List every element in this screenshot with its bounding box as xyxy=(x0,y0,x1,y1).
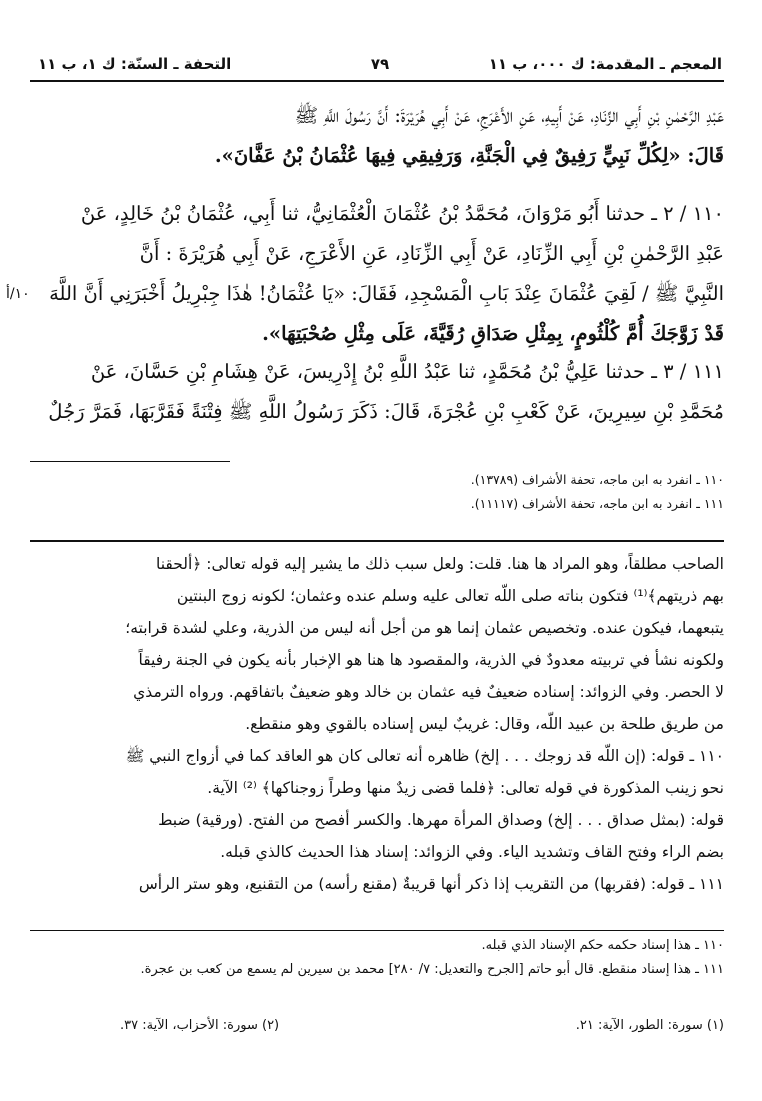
commentary-line: يتبعهما، فيكون عنده. وتخصيص عثمان إنما هو من أجل أنه ليس من الذرية، وعلي لشدة قرابته؛ xyxy=(125,619,724,637)
hadith-line: ١١١ / ٣ ـ حدثنا عَلِيُّ بْنُ مُحَمَّدٍ، ثنا عَبْدُ اللَّهِ بْنُ إِدْرِيسَ، عَنْ هِشَامِ بْنِ حَسَّانَ، عَنْ xyxy=(90,360,724,383)
hadith-line: قَالَ: «لِكُلِّ نَبِيٍّ رَفِيقٌ فِي الْجَنَّةِ، وَرَفِيقِي فِيهَا عُثْمَانُ بْنُ عَفَّانَ». xyxy=(214,144,724,167)
takhrij-rule xyxy=(30,461,230,462)
commentary-line: بضم الراء وفتح القاف وتشديد الياء. وفي الزوائد: إسناد هذا الحديث كالذي قبله. xyxy=(220,843,724,861)
header-right: المعجم ـ المقدمة: ك ٠٠٠، ب ١١ xyxy=(488,55,722,73)
commentary-line: نحو زينب المذكورة في قوله تعالى: ﴿فلما قضى زيدٌ منها وطراً زوجناكها﴾ ⁽²⁾ الآية. xyxy=(207,779,724,797)
commentary-line: لا الحصر. وفي الزوائد: إسناده ضعيفٌ فيه عثمان بن خالد وهو ضعيفٌ باتفاقهم. ورواه الترمذي xyxy=(133,683,724,701)
commentary-line: قوله: (بمثل صداق . . . إلخ) وصداق المرأة مهرها. والكسر أفصح من الفتح. (ورقية) ضبط xyxy=(158,811,724,829)
commentary-line: الصاحب مطلقاً، وهو المراد ها هنا. قلت: ولعل سبب ذلك ما يشير إليه قوله تعالى: ﴿ألحقنا xyxy=(155,555,724,573)
hadith-line: ١١٠ / ٢ ـ حدثنا أَبُو مَرْوَانَ، مُحَمَّدُ بْنُ عُثْمَانَ الْعُثْمَانِيُّ، ثنا أَبِي، عُثْمَانُ بْنُ خَالِدٍ، عَنْ xyxy=(80,202,724,225)
commentary xyxy=(40,548,724,900)
hadith-111 xyxy=(44,352,724,432)
commentary-line: بهم ذريتهم﴾⁽¹⁾ فتكون بناته صلى اللّه تعالى عليه وسلم عنده وعثمان؛ لكونه زوج البنتين xyxy=(176,587,724,605)
hadith-110 xyxy=(44,194,724,354)
footnote: ١١٠ ـ هذا إسناد حكمه حكم الإسناد الذي قبله. xyxy=(481,938,724,953)
hadith-line: عَبْدِ الرَّحْمٰنِ بْنِ أَبِي الزِّنَادِ، عَنْ أَبِيهِ، عَنِ الأَعْرَجِ، عَنْ أَبِي هُرَيْرَةَ: أَنَّ رَسُولَ اللَّهِ ﷺ xyxy=(294,104,724,127)
running-header xyxy=(38,52,722,76)
page-number: ٧٩ xyxy=(370,55,390,73)
hadith-line: قَدْ زَوَّجَكَ أُمَّ كُلْثُومٍ، بِمِثْلِ صَدَاقِ رُقَيَّةَ، عَلَى مِثْلِ صُحْبَتِهَا». xyxy=(262,322,724,345)
footnote: ١١١ ـ هذا إسناد منقطع. قال أبو حاتم [الجرح والتعديل: ٧/ ٢٨٠] محمد بن سيرين لم يسمع من كعب بن عجرة. xyxy=(140,962,724,977)
hadith-line: مُحَمَّدِ بْنِ سِيرِينَ، عَنْ كَعْبِ بْنِ عُجْرَةَ، قَالَ: ذَكَرَ رَسُولُ اللَّهِ ﷺ فِتْنَةً فَقَرَّبَهَا، فَمَرَّ رَجُلٌ xyxy=(48,400,724,423)
hadith-continuation xyxy=(44,96,724,176)
manuscript-folio-note: ١٠/أ xyxy=(6,286,30,302)
commentary-line: ١١٠ ـ قوله: (إن اللّه قد زوجك . . . إلخ) ظاهره أنه تعالى كان هو العاقد كما في أزواج النبي ﷺ xyxy=(125,747,724,765)
commentary-line: ١١١ ـ قوله: (فقربها) من التقريب إذا ذكر أنها قريبةٌ (مقنع رأسه) من التقنيع، وهو ستر الرأس xyxy=(138,875,724,893)
commentary-rule xyxy=(30,540,724,542)
takhrij-note: ١١٠ ـ انفرد به ابن ماجه، تحفة الأشراف (١٣٧٨٩). xyxy=(470,472,724,487)
footnote-rule xyxy=(30,930,724,931)
quran-ref-2: (٢) سورة: الأحزاب، الآية: ٣٧. xyxy=(120,1018,280,1033)
hadith-line: عَبْدِ الرَّحْمٰنِ بْنِ أَبِي الزِّنَادِ، عَنْ أَبِي الزِّنَادِ، عَنِ الأَعْرَجِ، عَنْ أَبِي هُرَيْرَةَ : أَنَّ xyxy=(139,242,724,265)
commentary-line: ولكونه نشأ في تربيته معدودٌ في الذرية، والمقصود ها هنا هو الإخبار بأنه يكون في الجنة رفيقاً xyxy=(138,651,724,669)
takhrij-note: ١١١ ـ انفرد به ابن ماجه، تحفة الأشراف (١١١١٧). xyxy=(470,496,724,511)
quran-references xyxy=(40,1014,724,1038)
commentary-line: من طريق طلحة بن عبيد اللّه، وقال: غريبٌ ليس إسناده بالقوي وهو منقطع. xyxy=(245,715,724,733)
header-rule xyxy=(30,80,724,82)
header-left: التحفة ـ السنّة: ك ١، ب ١١ xyxy=(38,55,232,73)
quran-ref-1: (١) سورة: الطور، الآية: ٢١. xyxy=(575,1018,724,1033)
hadith-line: النَّبِيَّ ﷺ / لَقِيَ عُثْمَانَ عِنْدَ بَابِ الْمَسْجِدِ، فَقَالَ: «يَا عُثْمَانُ! هٰذَا جِبْرِيلُ أَخْبَرَنِي أَنَّ اللَّهَ xyxy=(49,282,724,305)
